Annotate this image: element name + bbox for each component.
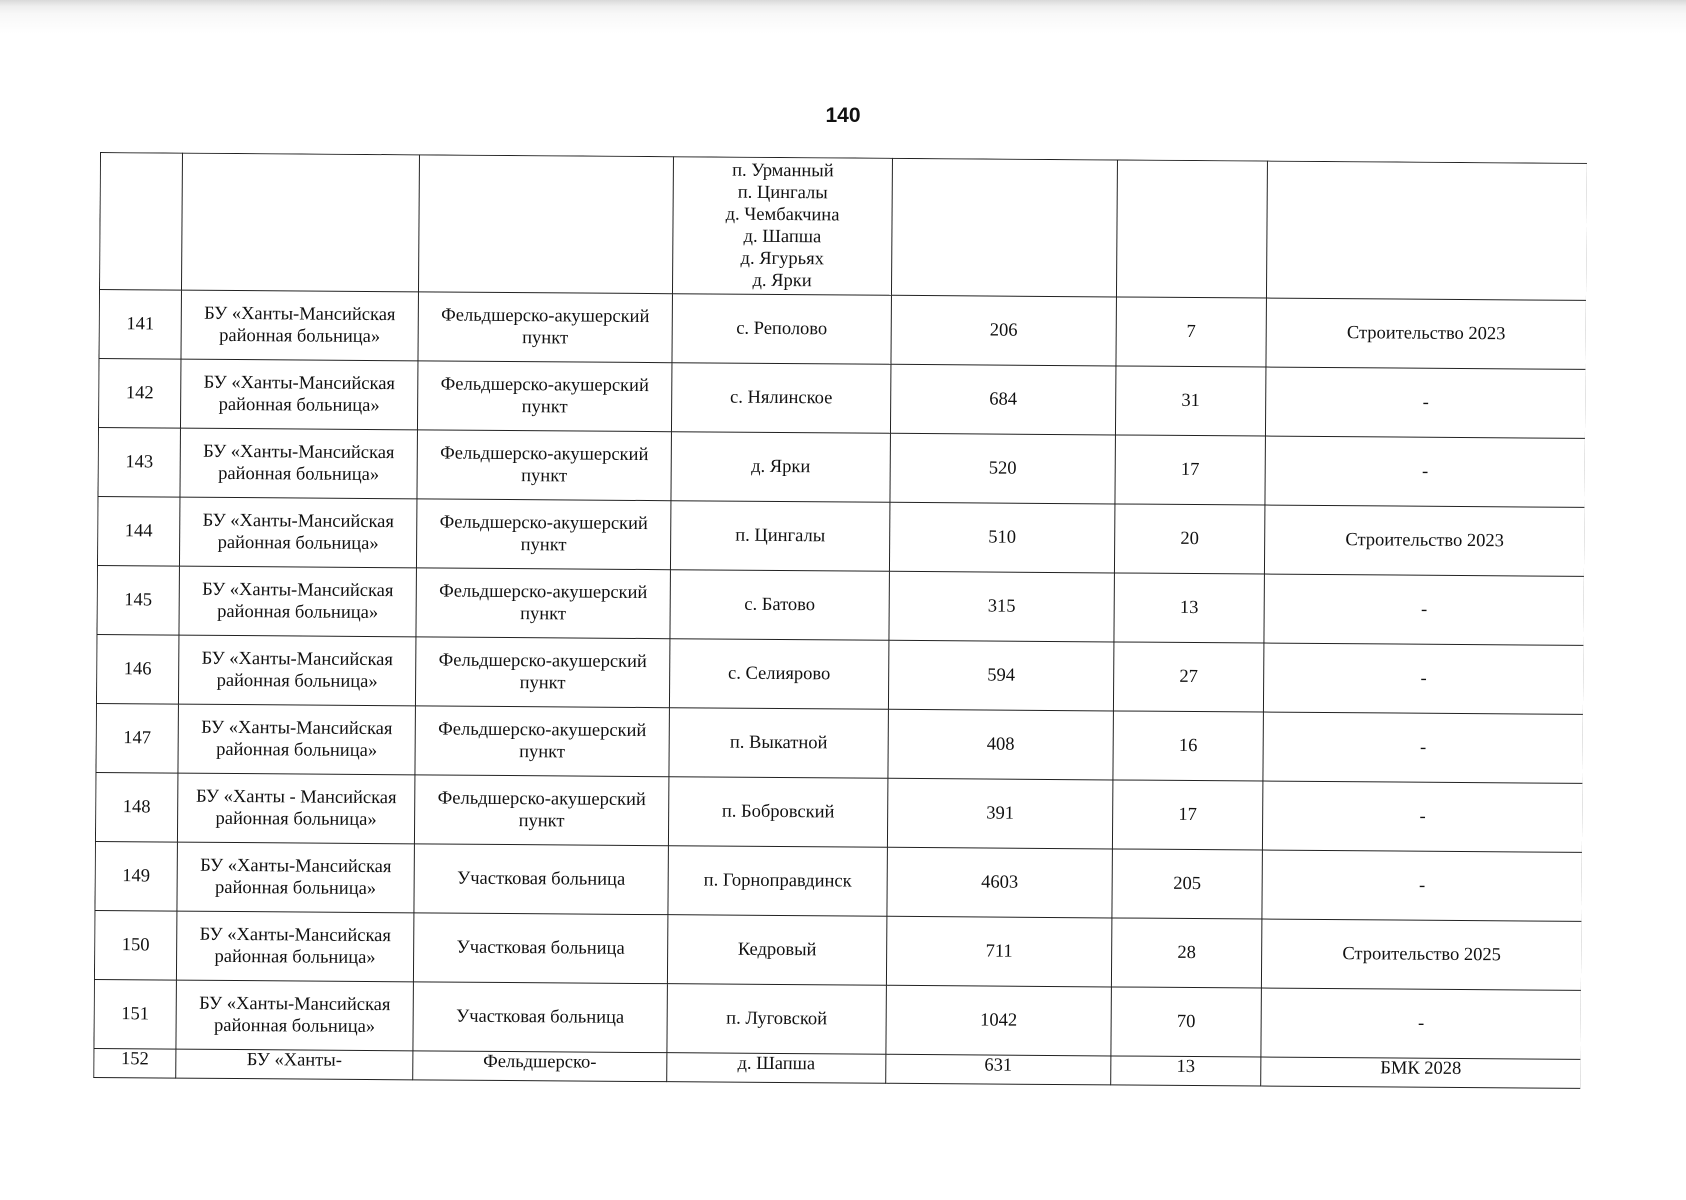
cell-count: 17 — [1115, 435, 1266, 505]
cell-note: - — [1265, 436, 1585, 507]
cell-org: БУ «Ханты-Мансийская районная больница» — [177, 842, 414, 913]
table-row — [99, 289, 1586, 369]
table-row — [94, 910, 1581, 990]
table-row — [95, 841, 1582, 921]
cell-locality: с. Нялинское — [671, 363, 890, 434]
cell-org: БУ «Ханты-Мансийская районная больница» — [176, 911, 413, 982]
cell-org: БУ «Ханты-Мансийская районная больница» — [179, 566, 416, 637]
cell-type: Фельдшерско- — [413, 1051, 667, 1082]
cell-note: - — [1265, 367, 1585, 438]
table-row — [98, 358, 1585, 438]
cell-type: Фельдшерско-акушерский пункт — [416, 499, 670, 570]
cell-count: 70 — [1111, 987, 1262, 1057]
cell-population: 408 — [888, 709, 1113, 780]
table-row — [97, 565, 1584, 645]
cell-note: Строительство 2025 — [1261, 919, 1581, 990]
cell-org: БУ «Ханты-Мансийская районная больница» — [181, 290, 418, 361]
cell-type: Участковая больница — [413, 982, 667, 1053]
cell-count: 17 — [1112, 780, 1263, 850]
cell-population: 391 — [887, 778, 1112, 849]
cell-locality: с. Реполово — [672, 294, 891, 365]
cell-type: Фельдшерско-акушерский пункт — [415, 706, 669, 777]
cell-population: 315 — [889, 571, 1114, 642]
cell-type — [418, 155, 673, 294]
cell-num: 141 — [99, 289, 182, 359]
cell-type: Фельдшерско-акушерский пункт — [417, 361, 671, 432]
cell-count: 7 — [1116, 297, 1267, 367]
cell-count: 31 — [1115, 366, 1266, 436]
cell-type: Фельдшерско-акушерский пункт — [418, 292, 672, 363]
cell-population: 4603 — [887, 847, 1112, 918]
table-row — [98, 427, 1585, 507]
cell-locality: д. Шапша — [667, 1053, 886, 1084]
cell-locality: с. Батово — [670, 570, 889, 641]
cell-num: 146 — [96, 634, 179, 704]
cell-population: 594 — [888, 640, 1113, 711]
cell-type: Фельдшерско-акушерский пункт — [416, 568, 670, 639]
table-row-continuation — [99, 153, 1586, 301]
cell-note: - — [1263, 712, 1583, 783]
cell-locality: п. Цингалы — [670, 501, 889, 572]
locality-line: п. Урманный — [732, 160, 834, 182]
cell-org: БУ «Ханты-Мансийская районная больница» — [179, 497, 416, 568]
table-row — [94, 979, 1581, 1059]
cell-type: Участковая больница — [414, 844, 668, 915]
cell-num: 149 — [95, 841, 178, 911]
cell-population — [891, 158, 1117, 297]
cell-count: 28 — [1111, 918, 1262, 988]
cell-locality: п. Бобровский — [668, 777, 887, 848]
cell-num: 150 — [94, 910, 177, 980]
locality-line: п. Цингалы — [737, 182, 828, 204]
locality-line: д. Шапша — [743, 226, 822, 248]
cell-num: 148 — [95, 772, 178, 842]
table-row — [97, 496, 1584, 576]
cell-population: 631 — [886, 1054, 1111, 1085]
cell-locality: п. Выкатной — [669, 708, 888, 779]
cell-localities — [672, 157, 892, 296]
cell-note: - — [1261, 988, 1581, 1059]
cell-note: - — [1263, 643, 1583, 714]
cell-org: БУ «Ханты - Мансийская районная больница» — [177, 773, 414, 844]
cell-org: БУ «Ханты-Мансийская районная больница» — [180, 359, 417, 430]
cell-count: 16 — [1113, 711, 1264, 781]
cell-locality: п. Горноправдинск — [668, 846, 887, 917]
table-row — [96, 703, 1583, 783]
table-row — [96, 634, 1583, 714]
locality-line: д. Ягурьях — [740, 248, 824, 270]
cell-org: БУ «Ханты-Мансийская районная больница» — [180, 428, 417, 499]
facilities-table-container — [93, 152, 1587, 1111]
cell-population: 510 — [889, 502, 1114, 573]
cell-num: 145 — [97, 565, 180, 635]
cell-num — [99, 153, 182, 291]
cell-type: Участковая больница — [413, 913, 667, 984]
cell-org: БУ «Ханты-Мансийская районная больница» — [178, 704, 415, 775]
cell-num: 151 — [94, 979, 177, 1049]
cell-count: 205 — [1112, 849, 1263, 919]
cell-org — [181, 153, 419, 292]
locality-line: д. Ярки — [752, 270, 812, 292]
cell-locality: п. Луговской — [667, 984, 886, 1055]
scan-edge — [0, 0, 1686, 34]
page-number: 140 — [825, 104, 861, 127]
locality-line: д. Чембакчина — [725, 204, 840, 226]
cell-num: 144 — [97, 496, 180, 566]
cell-note: Строительство 2023 — [1266, 298, 1586, 369]
cell-org: БУ «Ханты-Мансийская районная больница» — [176, 980, 413, 1051]
cell-num: 142 — [98, 358, 181, 428]
cell-count — [1116, 160, 1267, 298]
cell-note — [1266, 161, 1586, 300]
cell-locality: д. Ярки — [671, 432, 890, 503]
cell-num: 147 — [96, 703, 179, 773]
cell-population: 206 — [891, 295, 1116, 366]
cell-note: - — [1264, 574, 1584, 645]
cell-locality: Кедровый — [667, 915, 886, 986]
cell-count: 13 — [1111, 1056, 1261, 1086]
table-body — [94, 153, 1587, 1089]
cell-note: БМК 2028 — [1261, 1057, 1581, 1088]
cell-note: Строительство 2023 — [1264, 505, 1584, 576]
cell-type: Фельдшерско-акушерский пункт — [414, 775, 668, 846]
cell-num: 143 — [98, 427, 181, 497]
cell-note: - — [1262, 781, 1582, 852]
cell-note: - — [1262, 850, 1582, 921]
cell-population: 520 — [890, 433, 1115, 504]
cell-population: 711 — [886, 916, 1111, 987]
cell-count: 27 — [1113, 642, 1264, 712]
cell-org: БУ «Ханты- — [176, 1049, 413, 1080]
cell-population: 1042 — [886, 985, 1111, 1056]
cell-org: БУ «Ханты-Мансийская районная больница» — [178, 635, 415, 706]
cell-type: Фельдшерско-акушерский пункт — [417, 430, 671, 501]
cell-count: 20 — [1114, 504, 1265, 574]
cell-type: Фельдшерско-акушерский пункт — [415, 637, 669, 708]
facilities-table — [93, 152, 1587, 1089]
cell-population: 684 — [890, 364, 1115, 435]
cell-locality: с. Селиярово — [669, 639, 888, 710]
table-row — [95, 772, 1582, 852]
cell-num: 152 — [94, 1048, 176, 1078]
cell-count: 13 — [1114, 573, 1265, 643]
